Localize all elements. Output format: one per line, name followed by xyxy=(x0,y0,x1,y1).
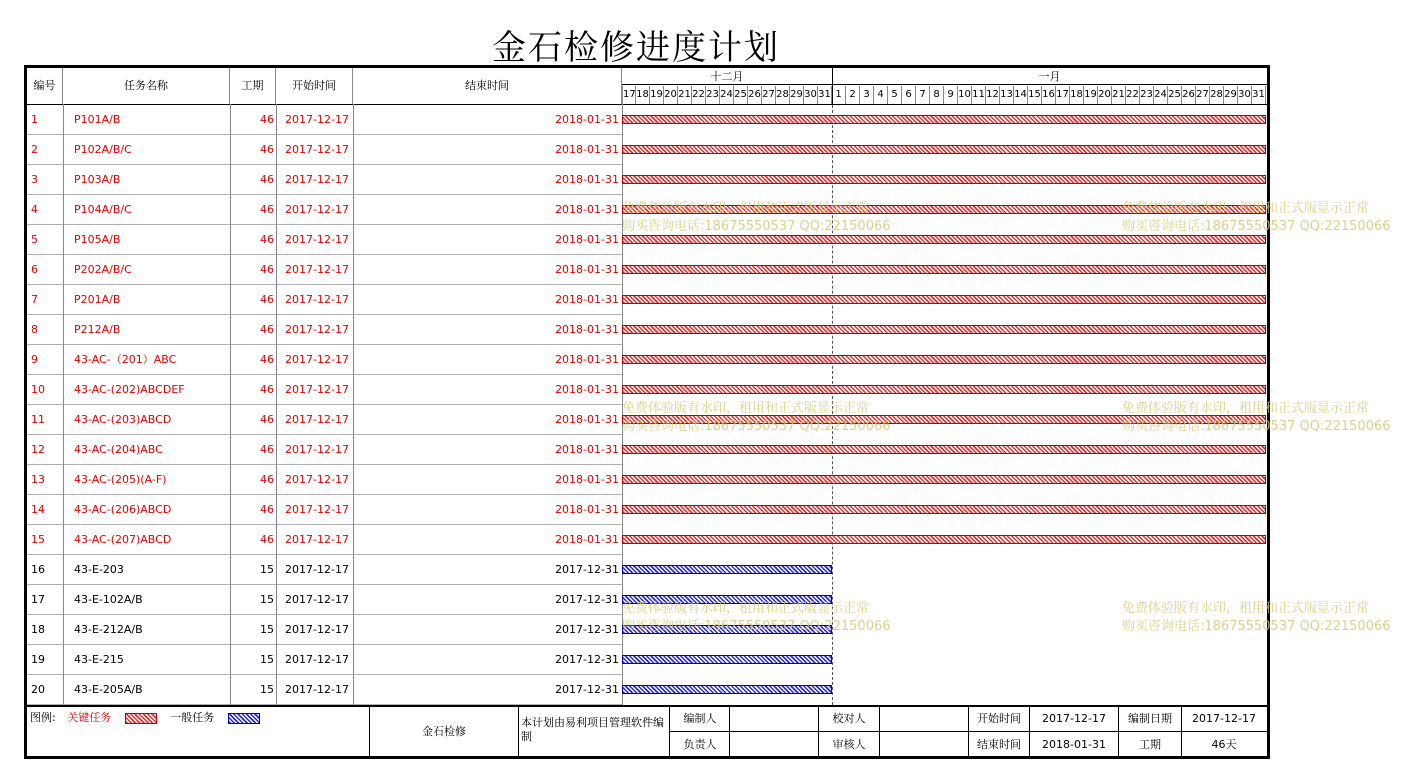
cell-name: 43-AC-(204)ABC xyxy=(74,443,163,456)
cell-end: 2018-01-31 xyxy=(555,473,619,486)
table-row[interactable] xyxy=(27,615,622,645)
watermark-line1: 免费体验版有水印，租用和正式版显示正常 xyxy=(622,201,870,216)
cell-name: 43-E-215 xyxy=(74,653,124,666)
day-label: 25 xyxy=(1168,86,1182,104)
watermark-line2: 购买咨询电话:18675550537 QQ:22150066 xyxy=(1122,619,1391,634)
cell-end: 2017-12-31 xyxy=(555,593,619,606)
day-label: 22 xyxy=(692,86,706,104)
cell-id: 10 xyxy=(31,383,45,396)
cell-start: 2017-12-17 xyxy=(285,503,349,516)
day-label: 16 xyxy=(1042,86,1056,104)
watermark-line1: 免费体验版有水印，租用和正式版显示正常 xyxy=(1122,601,1370,616)
cell-end: 2018-01-31 xyxy=(555,383,619,396)
cell-start: 2017-12-17 xyxy=(285,593,349,606)
cell-duration: 46 xyxy=(260,503,274,516)
day-label: 1 xyxy=(832,86,846,104)
day-label: 18 xyxy=(1070,86,1084,104)
cell-end: 2018-01-31 xyxy=(555,203,619,216)
footer-compiler-label: 编制人 xyxy=(683,712,717,725)
cell-end: 2018-01-31 xyxy=(555,143,619,156)
cell-end: 2018-01-31 xyxy=(555,503,619,516)
cell-start: 2017-12-17 xyxy=(285,383,349,396)
table-row[interactable] xyxy=(27,495,622,525)
legend-label: 图例: xyxy=(30,711,56,724)
cell-name: P102A/B/C xyxy=(74,143,132,156)
critical-task-bar[interactable] xyxy=(622,325,1266,334)
page-title: 金石检修进度计划 xyxy=(492,28,780,68)
day-label: 8 xyxy=(930,86,944,104)
footer-duration-label: 工期 xyxy=(1139,738,1161,751)
footer-note: 本计划由易利项目管理软件编制 xyxy=(521,716,664,743)
day-label: 4 xyxy=(874,86,888,104)
cell-end: 2018-01-31 xyxy=(555,323,619,336)
cell-name: P201A/B xyxy=(74,293,121,306)
table-row[interactable] xyxy=(27,555,622,585)
day-label: 17 xyxy=(1056,86,1070,104)
watermark-line2: 购买咨询电话:18675550537 QQ:22150066 xyxy=(622,619,891,634)
footer-owner-label: 负责人 xyxy=(683,738,717,751)
cell-name: 43-AC-（201）ABC xyxy=(74,353,177,366)
cell-start: 2017-12-17 xyxy=(285,353,349,366)
cell-end: 2018-01-31 xyxy=(555,413,619,426)
watermark-line1: 免费体验版有水印，租用和正式版显示正常 xyxy=(1122,401,1370,416)
day-label: 7 xyxy=(916,86,930,104)
table-row[interactable] xyxy=(27,345,622,375)
cell-id: 13 xyxy=(31,473,45,486)
watermark-line1: 免费体验版有水印，租用和正式版显示正常 xyxy=(1122,201,1370,216)
month-label-jan: 一月 xyxy=(832,68,1267,85)
cell-duration: 15 xyxy=(260,563,274,576)
cell-duration: 46 xyxy=(260,143,274,156)
critical-task-bar[interactable] xyxy=(622,475,1266,484)
table-row[interactable] xyxy=(27,645,622,675)
cell-name: P101A/B xyxy=(74,113,121,126)
critical-task-bar[interactable] xyxy=(622,445,1266,454)
day-label: 29 xyxy=(790,86,804,104)
day-label: 26 xyxy=(748,86,762,104)
cell-duration: 46 xyxy=(260,533,274,546)
cell-end: 2018-01-31 xyxy=(555,353,619,366)
cell-name: 43-E-205A/B xyxy=(74,683,143,696)
cell-start: 2017-12-17 xyxy=(285,683,349,696)
critical-task-bar[interactable] xyxy=(622,145,1266,154)
legend-normal-label: 一般任务 xyxy=(170,711,215,724)
cell-end: 2017-12-31 xyxy=(555,623,619,636)
day-label: 3 xyxy=(860,86,874,104)
day-label: 24 xyxy=(1154,86,1168,104)
month-divider xyxy=(832,68,833,104)
footer-owner xyxy=(730,732,818,757)
footer-reviewer xyxy=(880,732,968,757)
cell-start: 2017-12-17 xyxy=(285,533,349,546)
day-label: 13 xyxy=(1000,86,1014,104)
cell-end: 2018-01-31 xyxy=(555,293,619,306)
table-row[interactable] xyxy=(27,405,622,435)
legend-normal-swatch xyxy=(228,713,260,724)
day-label: 24 xyxy=(720,86,734,104)
cell-duration: 46 xyxy=(260,263,274,276)
cell-start: 2017-12-17 xyxy=(285,563,349,576)
cell-id: 20 xyxy=(31,683,45,696)
watermark-text xyxy=(622,200,891,236)
column-line xyxy=(230,104,231,705)
cell-end: 2018-01-31 xyxy=(555,263,619,276)
cell-end: 2018-01-31 xyxy=(555,173,619,186)
cell-start: 2017-12-17 xyxy=(285,413,349,426)
footer-reviewer-label: 审核人 xyxy=(832,738,866,751)
cell-duration: 15 xyxy=(260,683,274,696)
cell-id: 18 xyxy=(31,623,45,636)
cell-duration: 46 xyxy=(260,323,274,336)
cell-id: 16 xyxy=(31,563,45,576)
watermark-text xyxy=(1122,400,1391,436)
cell-start: 2017-12-17 xyxy=(285,263,349,276)
legend-critical-swatch xyxy=(125,713,157,724)
cell-id: 14 xyxy=(31,503,45,516)
table-row[interactable] xyxy=(27,315,622,345)
cell-name: 43-AC-(205)(A-F) xyxy=(74,473,167,486)
day-label: 27 xyxy=(1196,86,1210,104)
watermark-line2: 购买咨询电话:18675550537 QQ:22150066 xyxy=(622,419,891,434)
cell-start: 2017-12-17 xyxy=(285,113,349,126)
day-label: 28 xyxy=(1210,86,1224,104)
cell-duration: 15 xyxy=(260,623,274,636)
day-label: 19 xyxy=(1084,86,1098,104)
day-label: 18 xyxy=(636,86,650,104)
day-label: 9 xyxy=(944,86,958,104)
day-label: 17 xyxy=(622,86,636,104)
cell-id: 4 xyxy=(31,203,38,216)
critical-task-bar[interactable] xyxy=(622,385,1266,394)
critical-task-bar[interactable] xyxy=(622,355,1266,364)
legend-critical-label: 关键任务 xyxy=(67,711,112,724)
day-label: 23 xyxy=(706,86,720,104)
table-row[interactable] xyxy=(27,285,622,315)
cell-duration: 46 xyxy=(260,353,274,366)
day-label: 20 xyxy=(664,86,678,104)
footer-date-label: 编制日期 xyxy=(1128,712,1172,725)
critical-task-bar[interactable] xyxy=(622,265,1266,274)
table-row[interactable] xyxy=(27,195,622,225)
cell-duration: 46 xyxy=(260,113,274,126)
footer-checker xyxy=(880,706,968,731)
watermark-line2: 购买咨询电话:18675550537 QQ:22150066 xyxy=(622,219,891,234)
cell-end: 2018-01-31 xyxy=(555,113,619,126)
watermark-text xyxy=(622,600,891,636)
cell-name: 43-AC-(203)ABCD xyxy=(74,413,172,426)
footer-compile-date: 2017-12-17 xyxy=(1192,712,1256,725)
cell-name: P105A/B xyxy=(74,233,121,246)
table-row[interactable] xyxy=(27,105,622,135)
footer-start-date: 2017-12-17 xyxy=(1042,712,1106,725)
cell-id: 11 xyxy=(31,413,45,426)
day-label: 21 xyxy=(678,86,692,104)
cell-duration: 46 xyxy=(260,443,274,456)
cell-end: 2018-01-31 xyxy=(555,233,619,246)
column-line xyxy=(63,104,64,705)
day-label: 19 xyxy=(650,86,664,104)
footer-total-duration: 46天 xyxy=(1211,738,1237,751)
header-start: 开始时间 xyxy=(276,68,353,104)
cell-start: 2017-12-17 xyxy=(285,323,349,336)
cell-id: 12 xyxy=(31,443,45,456)
table-row[interactable] xyxy=(27,375,622,405)
cell-id: 2 xyxy=(31,143,38,156)
critical-task-bar[interactable] xyxy=(622,295,1266,304)
day-label: 31 xyxy=(1252,86,1266,104)
day-label: 29 xyxy=(1224,86,1238,104)
cell-start: 2017-12-17 xyxy=(285,203,349,216)
cell-name: 43-AC-(207)ABCD xyxy=(74,533,172,546)
header-id: 编号 xyxy=(27,68,63,104)
cell-id: 6 xyxy=(31,263,38,276)
watermark-line1: 免费体验版有水印，租用和正式版显示正常 xyxy=(622,401,870,416)
column-line xyxy=(276,104,277,705)
normal-task-bar[interactable] xyxy=(622,655,832,664)
cell-name: 43-E-102A/B xyxy=(74,593,143,606)
day-label: 20 xyxy=(1098,86,1112,104)
day-label: 22 xyxy=(1126,86,1140,104)
cell-end: 2017-12-31 xyxy=(555,563,619,576)
critical-task-bar[interactable] xyxy=(622,115,1266,124)
cell-start: 2017-12-17 xyxy=(285,653,349,666)
watermark-line1: 免费体验版有水印，租用和正式版显示正常 xyxy=(622,601,870,616)
watermark-text xyxy=(622,400,891,436)
cell-duration: 46 xyxy=(260,173,274,186)
month-label-dec: 十二月 xyxy=(622,68,832,85)
day-label: 31 xyxy=(818,86,832,104)
footer-checker-label: 校对人 xyxy=(832,712,866,725)
cell-duration: 46 xyxy=(260,413,274,426)
cell-id: 5 xyxy=(31,233,38,246)
cell-name: 43-E-212A/B xyxy=(74,623,143,636)
normal-task-bar[interactable] xyxy=(622,685,832,694)
table-row[interactable] xyxy=(27,435,622,465)
cell-id: 15 xyxy=(31,533,45,546)
day-label: 21 xyxy=(1112,86,1126,104)
table-row[interactable] xyxy=(27,165,622,195)
cell-start: 2017-12-17 xyxy=(285,443,349,456)
watermark-text xyxy=(1122,600,1391,636)
day-label: 25 xyxy=(734,86,748,104)
footer-project: 金石检修 xyxy=(422,725,466,738)
footer-end-label: 结束时间 xyxy=(977,738,1021,751)
table-row[interactable] xyxy=(27,675,622,705)
cell-start: 2017-12-17 xyxy=(285,173,349,186)
day-label: 14 xyxy=(1014,86,1028,104)
day-label: 2 xyxy=(846,86,860,104)
footer-start-label: 开始时间 xyxy=(977,712,1021,725)
watermark-line2: 购买咨询电话:18675550537 QQ:22150066 xyxy=(1122,419,1391,434)
cell-start: 2017-12-17 xyxy=(285,143,349,156)
cell-id: 8 xyxy=(31,323,38,336)
table-row[interactable] xyxy=(27,585,622,615)
day-label: 26 xyxy=(1182,86,1196,104)
cell-duration: 46 xyxy=(260,293,274,306)
day-label: 10 xyxy=(958,86,972,104)
watermark-text xyxy=(1122,200,1391,236)
cell-name: P104A/B/C xyxy=(74,203,132,216)
day-label: 11 xyxy=(972,86,986,104)
critical-task-bar[interactable] xyxy=(622,535,1266,544)
cell-name: P103A/B xyxy=(74,173,121,186)
cell-name: P212A/B xyxy=(74,323,121,336)
cell-start: 2017-12-17 xyxy=(285,233,349,246)
table-row[interactable] xyxy=(27,225,622,255)
cell-id: 3 xyxy=(31,173,38,186)
cell-end: 2017-12-31 xyxy=(555,653,619,666)
critical-task-bar[interactable] xyxy=(622,505,1266,514)
day-label: 6 xyxy=(902,86,916,104)
header-duration: 工期 xyxy=(230,68,276,104)
critical-task-bar[interactable] xyxy=(622,235,1266,244)
header-name: 任务名称 xyxy=(63,68,230,104)
cell-id: 17 xyxy=(31,593,45,606)
footer-sep xyxy=(518,706,519,756)
day-label: 15 xyxy=(1028,86,1042,104)
table-row[interactable] xyxy=(27,135,622,165)
cell-duration: 46 xyxy=(260,473,274,486)
cell-id: 9 xyxy=(31,353,38,366)
footer-compiler xyxy=(730,706,818,731)
watermark-line2: 购买咨询电话:18675550537 QQ:22150066 xyxy=(1122,219,1391,234)
cell-name: 43-E-203 xyxy=(74,563,124,576)
cell-duration: 46 xyxy=(260,383,274,396)
cell-end: 2017-12-31 xyxy=(555,683,619,696)
normal-task-bar[interactable] xyxy=(622,565,832,574)
cell-duration: 46 xyxy=(260,233,274,246)
header-end: 结束时间 xyxy=(353,68,622,104)
table-row[interactable] xyxy=(27,465,622,495)
legend xyxy=(30,705,270,730)
cell-start: 2017-12-17 xyxy=(285,473,349,486)
cell-end: 2018-01-31 xyxy=(555,533,619,546)
cell-id: 7 xyxy=(31,293,38,306)
cell-name: P202A/B/C xyxy=(74,263,132,276)
cell-name: 43-AC-(206)ABCD xyxy=(74,503,172,516)
cell-start: 2017-12-17 xyxy=(285,623,349,636)
cell-duration: 46 xyxy=(260,203,274,216)
day-label: 27 xyxy=(762,86,776,104)
footer-end-date: 2018-01-31 xyxy=(1042,738,1106,751)
table-row[interactable] xyxy=(27,255,622,285)
cell-duration: 15 xyxy=(260,593,274,606)
cell-id: 1 xyxy=(31,113,38,126)
day-label: 28 xyxy=(776,86,790,104)
cell-start: 2017-12-17 xyxy=(285,293,349,306)
cell-duration: 15 xyxy=(260,653,274,666)
cell-end: 2018-01-31 xyxy=(555,443,619,456)
cell-id: 19 xyxy=(31,653,45,666)
table-row[interactable] xyxy=(27,525,622,555)
day-label: 30 xyxy=(804,86,818,104)
day-label: 23 xyxy=(1140,86,1154,104)
cell-name: 43-AC-(202)ABCDEF xyxy=(74,383,185,396)
day-label: 12 xyxy=(986,86,1000,104)
column-line xyxy=(353,104,354,705)
critical-task-bar[interactable] xyxy=(622,175,1266,184)
day-label: 30 xyxy=(1238,86,1252,104)
day-label: 5 xyxy=(888,86,902,104)
